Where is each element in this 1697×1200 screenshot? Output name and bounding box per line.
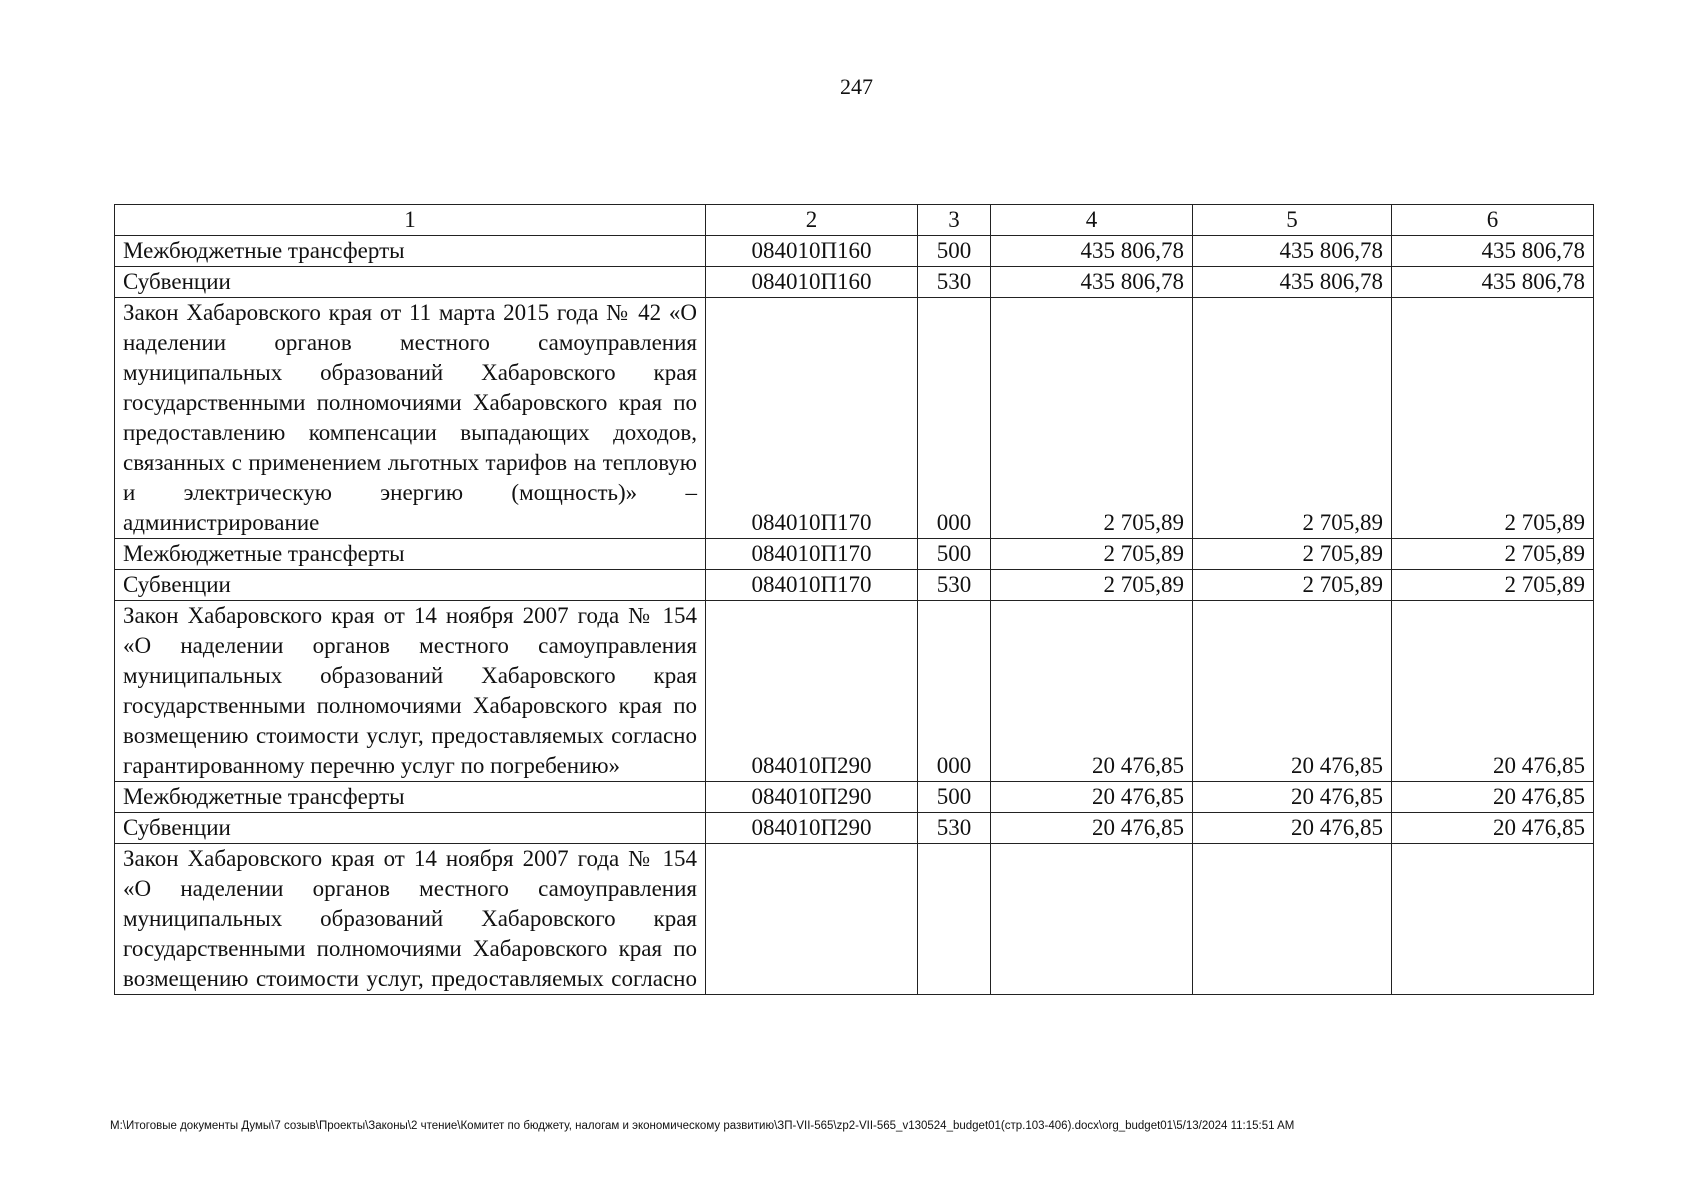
row-value-5: 2 705,89 — [1193, 570, 1392, 601]
row-value-5: 435 806,78 — [1193, 236, 1392, 267]
row-vr: 000 — [918, 601, 991, 782]
header-col-4: 4 — [991, 205, 1193, 236]
row-name: Межбюджетные трансферты — [115, 782, 706, 813]
row-value-6: 435 806,78 — [1392, 236, 1594, 267]
row-value-4: 20 476,85 — [991, 782, 1193, 813]
row-vr: 530 — [918, 813, 991, 844]
header-col-6: 6 — [1392, 205, 1594, 236]
row-value-6: 2 705,89 — [1392, 539, 1594, 570]
row-code: 084010П290 — [706, 601, 918, 782]
table-row — [115, 539, 1594, 570]
row-name: Закон Хабаровского края от 11 марта 2015 года № 42 «О наделении органов местного самоуправления муниципальных образований Хабаровского края государственными полномочиями Хабаровского края по предоставлению компенсации выпадающих доходов, связанных с применением льготных тарифов на тепловую и электрическую энергию (мощность)» – администрирование — [115, 298, 706, 539]
row-value-4: 2 705,89 — [991, 298, 1193, 539]
row-value-5: 435 806,78 — [1193, 267, 1392, 298]
page-number: 247 — [840, 74, 873, 99]
table-row — [115, 601, 1594, 782]
row-name: Субвенции — [115, 267, 706, 298]
row-value-4: 2 705,89 — [991, 570, 1193, 601]
row-code: 084010П290 — [706, 782, 918, 813]
table-row — [115, 236, 1594, 267]
table-row — [115, 782, 1594, 813]
row-value-4: 20 476,85 — [991, 813, 1193, 844]
table-row — [115, 267, 1594, 298]
header-col-5: 5 — [1193, 205, 1392, 236]
table-row — [115, 844, 1594, 995]
row-value-6: 20 476,85 — [1392, 813, 1594, 844]
budget-table — [114, 204, 1594, 995]
row-value-5: 2 705,89 — [1193, 298, 1392, 539]
row-code: 084010П170 — [706, 298, 918, 539]
row-value-4 — [991, 844, 1193, 995]
row-name: Субвенции — [115, 570, 706, 601]
header-col-3: 3 — [918, 205, 991, 236]
row-value-6: 2 705,89 — [1392, 298, 1594, 539]
row-name: Межбюджетные трансферты — [115, 539, 706, 570]
row-value-4: 435 806,78 — [991, 236, 1193, 267]
row-value-5 — [1193, 844, 1392, 995]
row-code: 084010П170 — [706, 570, 918, 601]
document-path-footer: M:\Итоговые документы Думы\7 созыв\Проекты\Законы\2 чтение\Комитет по бюджету, налогам и экономическому развитию\ЗП-VII-565\zp2-VII-565_v130524_budget01(стр.103-406).docx\org_budget01\5/13/2024 11:15:51 AM — [110, 1120, 1295, 1132]
row-code: 084010П160 — [706, 236, 918, 267]
row-vr: 500 — [918, 236, 991, 267]
row-name: Закон Хабаровского края от 14 ноября 2007 года № 154 «О наделении органов местного самоуправления муниципальных образований Хабаровского края государственными полномочиями Хабаровского края по возмещению стоимости услуг, предоставляемых согласно гарантированному перечню услуг по погребению» — [115, 601, 706, 782]
row-code: 084010П160 — [706, 267, 918, 298]
header-col-1: 1 — [115, 205, 706, 236]
row-value-5: 20 476,85 — [1193, 813, 1392, 844]
row-value-4: 435 806,78 — [991, 267, 1193, 298]
row-value-5: 2 705,89 — [1193, 539, 1392, 570]
row-code: 084010П290 — [706, 813, 918, 844]
row-value-6 — [1392, 844, 1594, 995]
header-col-2: 2 — [706, 205, 918, 236]
row-vr: 500 — [918, 539, 991, 570]
row-name: Межбюджетные трансферты — [115, 236, 706, 267]
row-name: Закон Хабаровского края от 14 ноября 2007 года № 154 «О наделении органов местного самоуправления муниципальных образований Хабаровского края государственными полномочиями Хабаровского края по возмещению стоимости услуг, предоставляемых согласно — [115, 844, 706, 995]
row-value-6: 20 476,85 — [1392, 601, 1594, 782]
row-name: Субвенции — [115, 813, 706, 844]
row-value-4: 2 705,89 — [991, 539, 1193, 570]
row-value-6: 2 705,89 — [1392, 570, 1594, 601]
table-row — [115, 813, 1594, 844]
row-code — [706, 844, 918, 995]
table-header-row — [115, 205, 1594, 236]
row-vr: 000 — [918, 298, 991, 539]
row-value-5: 20 476,85 — [1193, 601, 1392, 782]
table-row — [115, 298, 1594, 539]
row-value-5: 20 476,85 — [1193, 782, 1392, 813]
row-vr: 500 — [918, 782, 991, 813]
row-vr: 530 — [918, 267, 991, 298]
row-value-4: 20 476,85 — [991, 601, 1193, 782]
table-row — [115, 570, 1594, 601]
row-value-6: 20 476,85 — [1392, 782, 1594, 813]
row-code: 084010П170 — [706, 539, 918, 570]
row-vr — [918, 844, 991, 995]
row-value-6: 435 806,78 — [1392, 267, 1594, 298]
row-vr: 530 — [918, 570, 991, 601]
